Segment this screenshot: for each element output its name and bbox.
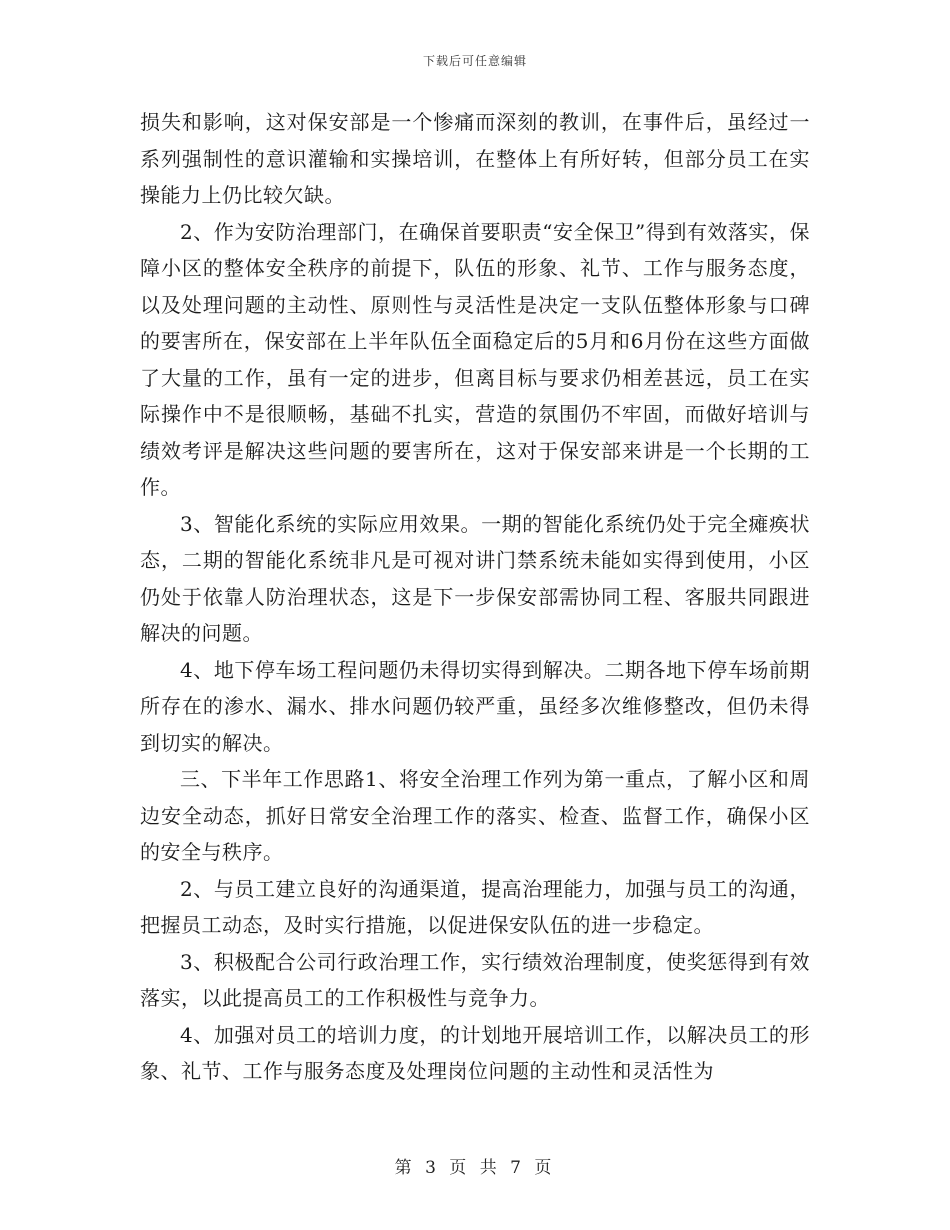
document-body <box>140 104 810 1090</box>
paragraph: 4、加强对员工的培训力度，的计划地开展培训工作，以解决员工的形象、礼节、工作与服务态度及处理岗位问题的主动性和灵活性为 <box>140 1022 810 1083</box>
paragraph: 2、与员工建立良好的沟通渠道，提高治理能力，加强与员工的沟通，把握员工动态，及时实行措施，以促进保安队伍的进一步稳定。 <box>140 876 810 937</box>
paragraph: 2、作为安防治理部门，在确保首要职责“安全保卫”得到有效落实，保障小区的整体安全秩序的前提下，队伍的形象、礼节、工作与服务态度，以及处理问题的主动性、原则性与灵活性是决定一支队伍整体形象与口碑的要害所在，保安部在上半年队伍全面稳定后的5月和6月份在这些方面做了大量的工作，虽有一定的进步，但离目标与要求仍相差甚远，员工在实际操作中不是很顺畅，基础不扎实，营造的氛围仍不牢固，而做好培训与绩效考评是解决这些问题的要害所在，这对于保安部来讲是一个长期的工作。 <box>140 219 810 499</box>
paragraph: 3、智能化系统的实际应用效果。一期的智能化系统仍处于完全瘫痪状态，二期的智能化系统非凡是可视对讲门禁系统未能如实得到使用，小区仍处于依靠人防治理状态，这是下一步保安部需协同工程、客服共同跟进解决的问题。 <box>140 511 810 645</box>
header-note: 下载后可任意编辑 <box>422 54 527 68</box>
paragraph: 损失和影响，这对保安部是一个惨痛而深刻的教训，在事件后，虽经过一系列强制性的意识灌输和实操培训，在整体上有所好转，但部分员工在实操能力上仍比较欠缺。 <box>140 110 810 207</box>
page-number-footer: 第 3 页 共 7 页 <box>394 1158 556 1178</box>
paragraph: 三、下半年工作思路1、将安全治理工作列为第一重点，了解小区和周边安全动态，抓好日常安全治理工作的落实、检查、监督工作，确保小区的安全与秩序。 <box>140 767 810 864</box>
paragraph: 4、地下停车场工程问题仍未得切实得到解决。二期各地下停车场前期所存在的渗水、漏水、排水问题仍较严重，虽经多次维修整改，但仍未得到切实的解决。 <box>140 657 810 755</box>
paragraph: 3、积极配合公司行政治理工作，实行绩效治理制度，使奖惩得到有效落实，以此提高员工的工作积极性与竞争力。 <box>140 949 810 1010</box>
